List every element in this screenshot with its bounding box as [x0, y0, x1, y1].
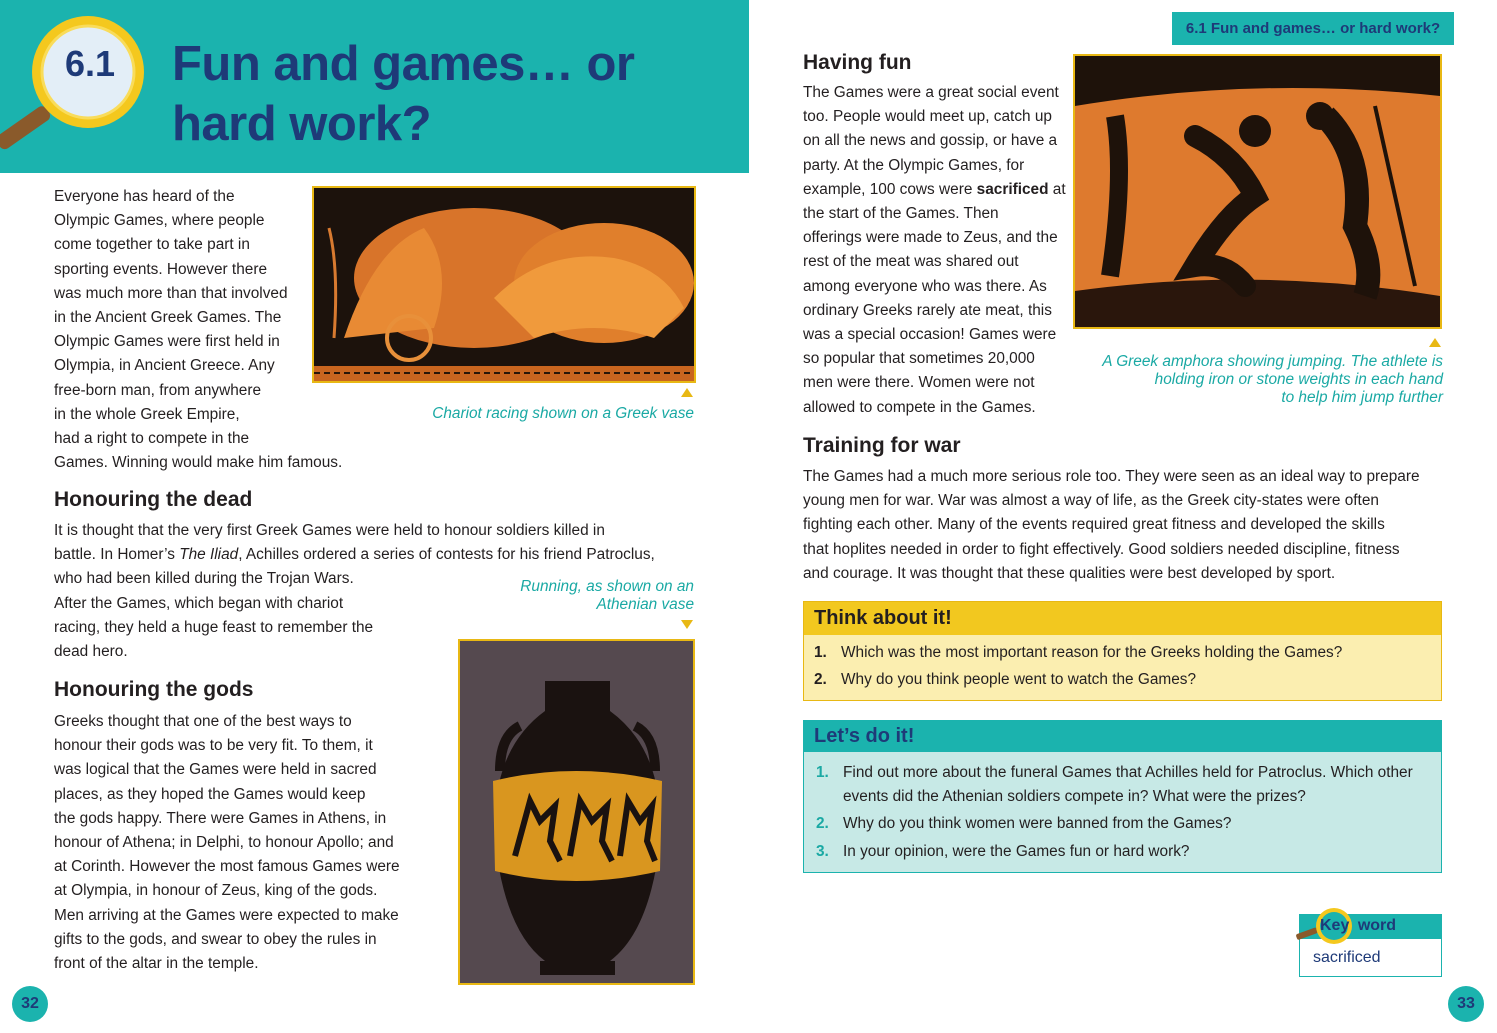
text-line: had a right to compete in the	[54, 430, 250, 448]
jumping-illustration	[1075, 56, 1440, 327]
amphora-jumping-image	[1073, 54, 1442, 329]
caption-pointer-icon	[1429, 338, 1441, 347]
text-line: Find out more about the funeral Games that Achilles held for Patroclus. Which other	[843, 764, 1413, 781]
text-line: Olympia, in Ancient Greece. Any	[54, 357, 275, 375]
text-line: that hoplites needed in order to fight effectively. Good soldiers needed discipline, fitness	[803, 540, 1400, 558]
text-run: example, 100 cows were	[803, 180, 977, 198]
text-run: , Achilles ordered a series of contests for his friend Patroclus,	[238, 546, 655, 564]
text-line: young men for war. War was almost a way of life, as the Greek city-states were often	[803, 492, 1379, 510]
list-item	[814, 641, 1434, 665]
text-line: come together to take part in	[54, 236, 250, 254]
page-title	[172, 34, 732, 154]
list-item	[816, 812, 1436, 836]
text-line: Games. Winning would make him famous.	[54, 454, 343, 472]
text-line: gifts to the gods, and swear to obey the rules in	[54, 930, 377, 948]
text-run: at	[1048, 180, 1066, 198]
text-line: the start of the Games. Then	[803, 205, 999, 223]
text-line: Men arriving at the Games were expected to make	[54, 906, 399, 924]
text-line: the gods happy. There were Games in Athens, in	[54, 809, 387, 827]
lets-do-it-box	[803, 720, 1442, 873]
title-line-2: hard work?	[172, 97, 432, 151]
text-line: too. People would meet up, catch up	[803, 108, 1052, 126]
key-word-term: sacrificed	[1313, 949, 1381, 966]
caption-line: Running, as shown on an	[520, 578, 694, 595]
list-item	[816, 840, 1436, 864]
section-heading-honouring-gods: Honouring the gods	[54, 678, 254, 701]
list-item	[814, 668, 1434, 692]
text-line: was much more than that involved	[54, 284, 288, 302]
page-number-left: 32	[12, 986, 48, 1022]
text-run: battle. In Homer’s	[54, 546, 180, 564]
text-line: at Corinth. However the most famous Games were	[54, 858, 400, 876]
text-line: at Olympia, in honour of Zeus, king of the gods.	[54, 882, 378, 900]
text-line: honour of Athena; in Delphi, to honour Apollo; and	[54, 834, 394, 852]
text-line: among everyone who was there. As	[803, 277, 1047, 295]
text-line: Greeks thought that one of the best ways to	[54, 713, 352, 730]
text-line: was a special occasion! Games were	[803, 326, 1057, 344]
text-line: Olympic Games were first held in	[54, 333, 280, 351]
list-item-number: 1.	[814, 644, 827, 661]
text-line: honour their gods was to be very fit. To them, it	[54, 737, 373, 755]
section-heading-having-fun: Having fun	[803, 51, 912, 74]
text-line: Olympic Games, where people	[54, 212, 265, 230]
text-line: fighting each other. Many of the events required great fitness and developed the skills	[803, 516, 1385, 534]
caption-line: holding iron or stone weights in each hand	[1154, 371, 1443, 388]
list-item-number: 2.	[816, 815, 829, 833]
caption-line: A Greek amphora showing jumping. The athlete is	[1102, 353, 1443, 370]
text-line: who had been killed during the Trojan Wars.	[54, 570, 354, 588]
book-title: The Iliad	[179, 546, 239, 564]
honouring-gods-paragraph	[54, 710, 449, 976]
text-line: The Games had a much more serious role too. They were seen as an ideal way to prepare	[803, 468, 1420, 485]
text-line: After the Games, which began with chariot	[54, 594, 344, 612]
text-line: ordinary Greeks rarely ate meat, this	[803, 301, 1052, 319]
text-line: was logical that the Games were held in sacred	[54, 761, 377, 779]
chariot-vase-image	[312, 186, 696, 383]
text-line: sporting events. However there	[54, 260, 268, 278]
caption-pointer-icon	[681, 620, 693, 629]
section-heading-honouring-dead: Honouring the dead	[54, 488, 253, 511]
amphora-illustration	[460, 641, 693, 983]
list-item-number: 2.	[814, 671, 827, 689]
list-item-text	[843, 761, 1413, 809]
text-line: free-born man, from anywhere	[54, 381, 262, 399]
word-label: word	[1357, 917, 1397, 934]
section-heading-training: Training for war	[803, 434, 961, 457]
title-line-1: Fun and games… or	[172, 37, 635, 91]
text-line: party. At the Olympic Games, for	[803, 156, 1025, 174]
training-paragraph	[803, 465, 1453, 586]
text-line: offerings were made to Zeus, and the	[803, 229, 1058, 247]
think-about-it-list	[814, 641, 1434, 692]
text-line: on all the news and gossip, or have a	[803, 132, 1058, 150]
text-line: racing, they held a huge feast to remember the	[54, 618, 374, 636]
text-line: It is thought that the very first Greek Games were held to honour soldiers killed in	[54, 522, 605, 539]
text-line: dead hero.	[54, 643, 128, 661]
list-item-text: Why do you think people went to watch the Games?	[841, 671, 1197, 689]
think-about-it-box	[803, 601, 1442, 701]
caption-line: Athenian vase	[596, 596, 694, 613]
list-item	[816, 761, 1436, 809]
keyword-highlight: sacrificed	[976, 180, 1049, 198]
list-item-text: In your opinion, were the Games fun or hard work?	[843, 842, 1190, 860]
athenian-vase-image	[458, 639, 695, 985]
text-line: front of the altar in the temple.	[54, 955, 259, 973]
key-word-box	[1299, 914, 1442, 977]
text-line: The Games were a great social event	[803, 84, 1059, 101]
text-line: in the Ancient Greek Games. The	[54, 309, 282, 327]
text-line: events did the Athenian soldiers compete in? What were the prizes?	[843, 788, 1306, 806]
text-line	[803, 178, 1071, 202]
caption-pointer-icon	[681, 388, 693, 397]
text-line: Everyone has heard of the	[54, 188, 235, 205]
list-item-text: Which was the most important reason for the Greeks holding the Games?	[841, 644, 1343, 661]
chapter-number: 6.1	[64, 43, 116, 84]
think-about-it-heading: Think about it!	[804, 602, 1441, 635]
text-line: in the whole Greek Empire,	[54, 405, 240, 423]
lets-do-it-list	[816, 761, 1436, 864]
list-item-number: 1.	[816, 764, 829, 781]
text-line: allowed to compete in the Games.	[803, 398, 1036, 416]
chariot-caption: Chariot racing shown on a Greek vase	[432, 405, 694, 422]
text-line: places, as they hoped the Games would keep	[54, 785, 366, 803]
text-line: men were there. Women were not	[803, 374, 1035, 392]
chariot-illustration	[314, 188, 694, 381]
page-number-right: 33	[1448, 986, 1484, 1022]
text-line: so popular that sometimes 20,000	[803, 350, 1035, 368]
key-label: Key	[1320, 917, 1350, 934]
caption-line: to help him jump further	[1281, 389, 1443, 406]
text-line: rest of the meat was shared out	[803, 253, 1019, 271]
running-head: 6.1 Fun and games… or hard work?	[1172, 12, 1454, 45]
key-word-label	[1320, 917, 1396, 935]
running-caption	[460, 578, 694, 614]
list-item-number: 3.	[816, 842, 829, 860]
text-line: and courage. It was thought that these qualities were best developed by sport.	[803, 564, 1336, 582]
amphora-caption	[1080, 353, 1443, 407]
list-item-text: Why do you think women were banned from the Games?	[843, 815, 1232, 833]
having-fun-paragraph	[803, 81, 1071, 420]
lets-do-it-heading: Let’s do it!	[804, 721, 1441, 752]
text-line	[54, 543, 714, 567]
